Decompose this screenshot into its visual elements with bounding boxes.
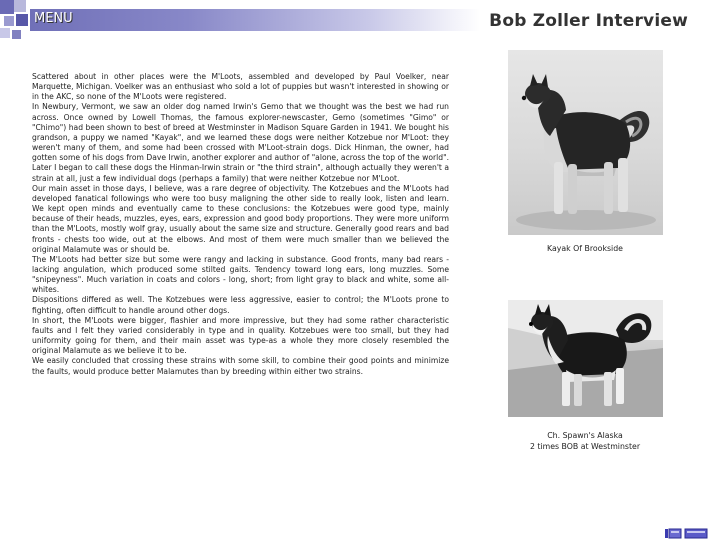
malamute-show-image — [508, 300, 663, 417]
menu-button[interactable]: MENU — [34, 11, 73, 26]
photo-caption — [490, 431, 680, 452]
article-paragraph: In Newbury, Vermont, we saw an older dog named Irwin's Gemo that we thought was the best we had run across. Once owned by Lowell Thomas, the famous explorer-newscaster, Gemo (sometimes "Gimo" or "Chimo") had been shown to best of breed at Westminster in Madison Square Garden in 1941. We bought his grandson, a puppy we named "Kayak", and we learned these dogs were neither Kotzebue nor M'Loot: they weren't many of them, and some had been crossed with M'Loot-strain dogs. Dick Hinman, the owner, had gotten some of his dogs from Dave Irwin, another explorer and author of "alone, across the top of the world". Later I began to call these dogs the Hinman-Irwin strain or "the third strain", although actually they weren't a strain at all, just a few individual dogs (perhaps a family) that were neither Kotzebue nor M'Loot. — [32, 102, 449, 183]
article-paragraph: Dispositions differed as well. The Kotzebues were less aggressive, easier to control; the M'Loots prone to fighting, often difficult to handle around other dogs. — [32, 295, 449, 315]
article-paragraph: Scattered about in other places were the M'Loots, assembled and developed by Paul Voelker, near Marquette, Michigan. Voelker was an enthusiast who sold a lot of puppies but wasn't interested in showing or in the AKC, so none of the M'Loots were registered. — [32, 72, 449, 102]
photo-caption: Kayak Of Brookside — [547, 244, 623, 253]
dog-photo-spawns-alaska — [508, 300, 663, 417]
article-paragraph: In short, the M'Loots were bigger, flashier and more impressive, but they had some rather characteristic faults and I felt they varied considerably in type and in quality. Kotzebues were too small, but they had uniformity going for them, and their main asset was type-as a whole they more closely resembled the original Malamute as we believe it to be. — [32, 315, 449, 356]
decorative-squares — [0, 0, 30, 44]
article-body — [32, 72, 449, 377]
previous-slide-icon[interactable] — [684, 524, 708, 535]
article-paragraph: We easily concluded that crossing these strains with some skill, to combine their good points and minimize the faults, would produce better Malamutes than by breeding within either two strains. — [32, 356, 449, 376]
page-title: Bob Zoller Interview — [489, 11, 688, 31]
first-slide-icon[interactable] — [664, 524, 682, 535]
dog-photo-kayak — [508, 50, 663, 235]
malamute-standing-image — [508, 50, 663, 235]
article-paragraph: The M'Loots had better size but some were rangy and lacking in substance. Good fronts, many bad rears - lacking angulation, which produced some stilted gaits. Tendency toward long ears, long muzzles. Some "snipeyness". Much variation in coats and colors - long, short; from light gray to black and white, some all-whites. — [32, 254, 449, 295]
photo-caption-line: 2 times BOB at Westminster — [529, 441, 641, 451]
photo-caption-line: Ch. Spawn's Alaska — [547, 431, 623, 440]
menu-bar — [30, 9, 480, 31]
article-paragraph: Our main asset in those days, I believe, was a rare degree of objectivity. The Kotzebues and the M'Loots had developed fanatical followings who were too busy maligning the other side to really look, listen and learn. We kept open minds and eventually came to these conclusions: the Kotzebues were good type, mainly because of their heads, muzzles, eyes, ears, expression and good body proportions. They were more uniform than the M'Loots, mostly wolf gray, usually about the same size and structure. Generally good rears and bad fronts - chests too wide, out at the elbows. And most of them were much smaller than we believed the original Malamute was or should be. — [32, 183, 449, 254]
